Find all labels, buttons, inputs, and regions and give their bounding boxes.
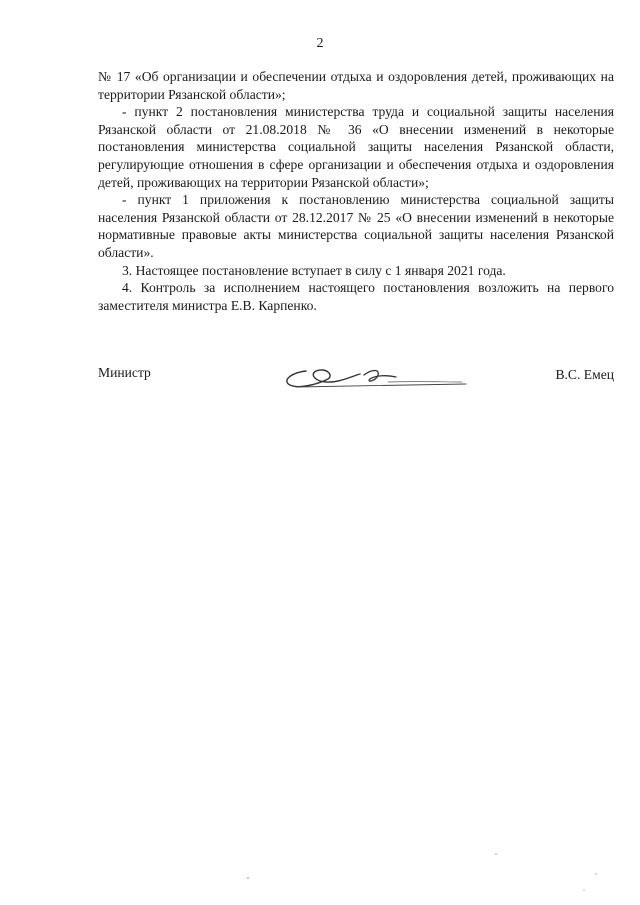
paragraph-item-3: - пункт 1 приложения к постановлению министерства социальной защиты населения Рязанской области от 28.12.2017 № 25 «О внесении изменений в некоторые нормативные правовые акты министерства социальной защиты населения Рязанской области». [98, 192, 614, 260]
signatory-title: Министр [98, 365, 151, 380]
signatory-name: В.С. Емец [555, 367, 614, 382]
page-number: 2 [316, 36, 324, 51]
paragraph-clause-3: 3. Настоящее постановление вступает в силу с 1 января 2021 года. [122, 262, 506, 278]
paragraph-item-2: - пункт 2 постановления министерства труда и социальной защиты населения Рязанской области от 21.08.2018 № 36 «О внесении изменений в некоторые постановления министерства социальной защиты населения Рязанской области, регулирующие отношения в сфере организации и обеспечения отдыха и оздоровления детей, проживающих на территории Рязанской области»; [98, 104, 614, 190]
paragraph-continuation: № 17 «Об организации и обеспечении отдыха и оздоровления детей, проживающих на территории Рязанской области»; [98, 69, 614, 102]
handwritten-signature [276, 355, 476, 395]
document-body [98, 68, 614, 314]
paragraph-clause-4: 4. Контроль за исполнением настоящего постановления возложить на первого заместителя министра Е.В. Карпенко. [98, 280, 614, 313]
signature-block [98, 365, 614, 405]
